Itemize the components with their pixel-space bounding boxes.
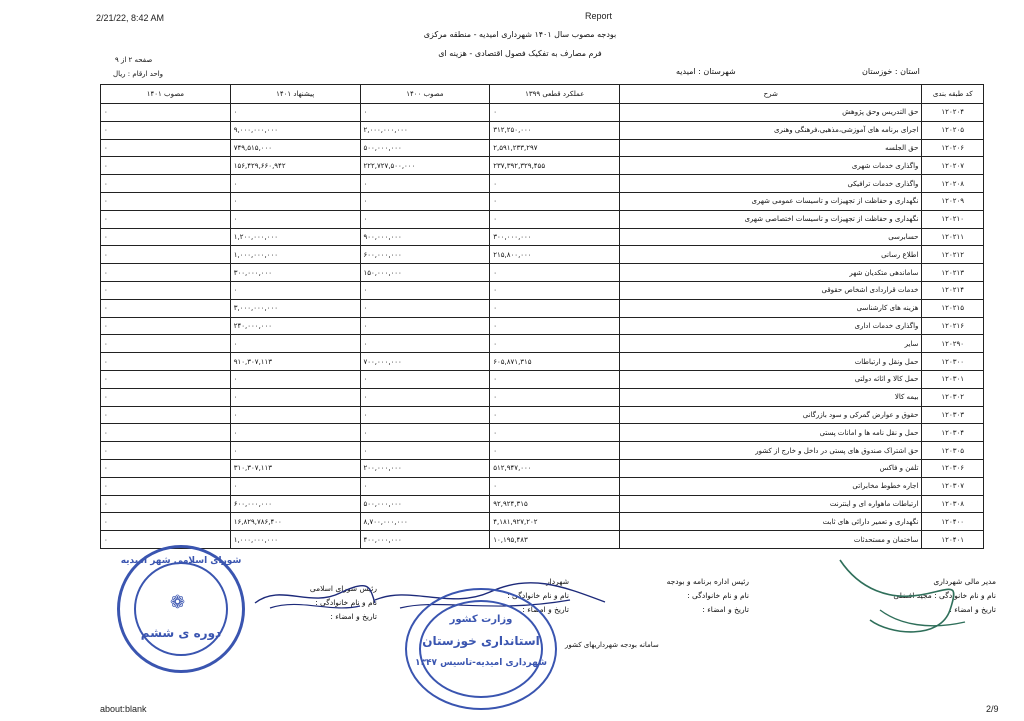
row-proposed-1401: ۹,۰۰۰,۰۰۰,۰۰۰ [230, 121, 360, 139]
row-description: واگذاری خدمات اداری [620, 317, 922, 335]
row-proposed-1401: ۷۴۹,۵۱۵,۰۰۰ [230, 139, 360, 157]
row-proposed-1401: ۳۰۰,۰۰۰,۰۰۰ [230, 264, 360, 282]
header-actual-1399: عملکرد قطعی ۱۳۹۹ [490, 85, 620, 104]
header-approved-1400: مصوب ۱۴۰۰ [360, 85, 490, 104]
row-approved-1401: ۰ [101, 139, 231, 157]
row-actual-1399: ۲,۵۹۱,۲۳۳,۲۹۷ [490, 139, 620, 157]
row-description: ساماندهی متکدیان شهر [620, 264, 922, 282]
table-row [101, 264, 984, 282]
row-proposed-1401: ۱,۲۰۰,۰۰۰,۰۰۰ [230, 228, 360, 246]
row-code: ۱۲۰۲۰۶ [922, 139, 984, 157]
row-proposed-1401: ۰ [230, 104, 360, 122]
row-proposed-1401: ۰ [230, 281, 360, 299]
finance-title: مدیر مالی شهرداری [933, 577, 996, 586]
row-approved-1401: ۰ [101, 388, 231, 406]
row-description: حق اشتراک صندوق های پستی در داخل و خارج از کشور [620, 442, 922, 460]
table-row [101, 299, 984, 317]
row-approved-1401: ۰ [101, 531, 231, 549]
row-code: ۱۲۰۲۱۳ [922, 264, 984, 282]
row-approved-1400: ۵۰۰,۰۰۰,۰۰۰ [360, 495, 490, 513]
mayor-date-line: تاریخ و امضاء : [522, 605, 569, 614]
row-description: ساختمان و مستحدثات [620, 531, 922, 549]
row-actual-1399: ۳۱۲,۲۵۰,۰۰۰ [490, 121, 620, 139]
row-code: ۱۲۰۴۰۱ [922, 531, 984, 549]
row-proposed-1401: ۱,۰۰۰,۰۰۰,۰۰۰ [230, 246, 360, 264]
row-code: ۱۲۰۴۰۰ [922, 513, 984, 531]
row-code: ۱۲۰۲۱۱ [922, 228, 984, 246]
report-title-line1: بودجه مصوب سال ۱۴۰۱ شهرداری امیدیه - منطقه مرکزی [423, 30, 617, 39]
row-description: حق التدریس وحق پژوهش [620, 104, 922, 122]
row-actual-1399: ۱۰,۱۹۵,۴۸۳ [490, 531, 620, 549]
table-row [101, 424, 984, 442]
row-code: ۱۲۰۳۰۷ [922, 477, 984, 495]
row-proposed-1401: ۳۱۰,۳۰۷,۱۱۳ [230, 459, 360, 477]
row-approved-1400: ۲۰۰,۰۰۰,۰۰۰ [360, 459, 490, 477]
row-code: ۱۲۰۲۱۶ [922, 317, 984, 335]
row-description: واگذاری خدمات شهری [620, 157, 922, 175]
row-description: نگهداری و حفاظت از تجهیزات و تاسیسات عمومی شهری [620, 192, 922, 210]
finance-name: مجید افضلی [893, 591, 932, 600]
table-row [101, 246, 984, 264]
row-description: سایر [620, 335, 922, 353]
row-approved-1401: ۰ [101, 335, 231, 353]
row-approved-1401: ۰ [101, 192, 231, 210]
row-description: اطلاع رسانی [620, 246, 922, 264]
print-page-counter: 2/9 [986, 704, 999, 714]
row-approved-1400: ۰ [360, 104, 490, 122]
row-description: بیمه کالا [620, 388, 922, 406]
row-approved-1401: ۰ [101, 442, 231, 460]
table-row [101, 192, 984, 210]
row-description: اجاره خطوط مخابراتی [620, 477, 922, 495]
row-approved-1401: ۰ [101, 157, 231, 175]
row-approved-1400: ۰ [360, 317, 490, 335]
row-approved-1400: ۰ [360, 370, 490, 388]
table-row [101, 228, 984, 246]
row-approved-1401: ۰ [101, 299, 231, 317]
row-actual-1399: ۰ [490, 281, 620, 299]
row-description: هزینه های کارشناسی [620, 299, 922, 317]
row-proposed-1401: ۰ [230, 335, 360, 353]
row-approved-1401: ۰ [101, 477, 231, 495]
row-code: ۱۲۰۳۰۲ [922, 388, 984, 406]
row-approved-1400: ۲,۰۰۰,۰۰۰,۰۰۰ [360, 121, 490, 139]
row-approved-1401: ۰ [101, 353, 231, 371]
finance-date-line: تاریخ و امضاء : [949, 605, 996, 614]
row-code: ۱۲۰۲۱۲ [922, 246, 984, 264]
row-actual-1399: ۹۲,۹۲۴,۳۱۵ [490, 495, 620, 513]
row-description: حمل ونقل و ارتباطات [620, 353, 922, 371]
row-description: ارتباطات ماهواره ای و اینترنت [620, 495, 922, 513]
finance-signature-scribble [830, 550, 970, 640]
row-description: تلفن و فاکس [620, 459, 922, 477]
table-row [101, 370, 984, 388]
row-description: خدمات قراردادی اشخاص حقوقی [620, 281, 922, 299]
header-code: کد طبقه بندی [922, 85, 984, 104]
row-code: ۱۲۰۲۹۰ [922, 335, 984, 353]
row-actual-1399: ۰ [490, 388, 620, 406]
row-proposed-1401: ۱,۰۰۰,۰۰۰,۰۰۰ [230, 531, 360, 549]
mayor-name-line: نام و نام خانوادگی : [507, 591, 569, 600]
table-row [101, 459, 984, 477]
table-row [101, 406, 984, 424]
row-approved-1401: ۰ [101, 228, 231, 246]
row-proposed-1401: ۰ [230, 477, 360, 495]
row-proposed-1401: ۰ [230, 192, 360, 210]
row-approved-1400: ۰ [360, 442, 490, 460]
row-description: حسابرسی [620, 228, 922, 246]
row-description: حمل و نقل نامه ها و امانات پستی [620, 424, 922, 442]
row-actual-1399: ۰ [490, 442, 620, 460]
row-approved-1401: ۰ [101, 121, 231, 139]
row-actual-1399: ۰ [490, 210, 620, 228]
header-desc: شرح [620, 85, 922, 104]
governor-stamp-top: وزارت کشور [449, 614, 513, 625]
row-approved-1401: ۰ [101, 513, 231, 531]
row-actual-1399: ۰ [490, 104, 620, 122]
row-approved-1401: ۰ [101, 317, 231, 335]
row-proposed-1401: ۹۱۰,۳۰۷,۱۱۳ [230, 353, 360, 371]
system-name: سامانه بودجه شهرداریهای کشور [565, 641, 659, 649]
province-label: استان : خوزستان [862, 67, 920, 76]
row-approved-1400: ۰ [360, 477, 490, 495]
row-actual-1399: ۰ [490, 424, 620, 442]
row-approved-1400: ۷۰۰,۰۰۰,۰۰۰ [360, 353, 490, 371]
table-row [101, 442, 984, 460]
council-stamp [117, 545, 245, 673]
table-row [101, 353, 984, 371]
print-url: about:blank [100, 704, 147, 714]
row-approved-1401: ۰ [101, 210, 231, 228]
mayor-title: شهردار [546, 577, 569, 586]
row-code: ۱۲۰۲۰۴ [922, 104, 984, 122]
row-approved-1400: ۸,۷۰۰,۰۰۰,۰۰۰ [360, 513, 490, 531]
row-actual-1399: ۰ [490, 299, 620, 317]
row-actual-1399: ۶۰۵,۸۷۱,۳۱۵ [490, 353, 620, 371]
row-actual-1399: ۰ [490, 264, 620, 282]
print-datetime: 2/21/22, 8:42 AM [96, 13, 165, 23]
row-proposed-1401: ۰ [230, 424, 360, 442]
emblem-icon: ❁ [170, 592, 186, 613]
row-proposed-1401: ۰ [230, 388, 360, 406]
row-approved-1400: ۰ [360, 192, 490, 210]
row-description: نگهداری و تعمیر دارائی های ثابت [620, 513, 922, 531]
budget-title: رئیس اداره برنامه و بودجه [666, 577, 749, 586]
row-approved-1400: ۰ [360, 406, 490, 424]
row-approved-1400: ۰ [360, 388, 490, 406]
table-row [101, 317, 984, 335]
table-header-row [101, 85, 984, 104]
row-code: ۱۲۰۳۰۰ [922, 353, 984, 371]
row-code: ۱۲۰۲۰۹ [922, 192, 984, 210]
row-approved-1400: ۰ [360, 175, 490, 193]
table-row [101, 335, 984, 353]
row-code: ۱۲۰۲۰۵ [922, 121, 984, 139]
row-approved-1400: ۶۰۰,۰۰۰,۰۰۰ [360, 246, 490, 264]
row-approved-1400: ۰ [360, 299, 490, 317]
row-actual-1399: ۰ [490, 175, 620, 193]
row-approved-1401: ۰ [101, 459, 231, 477]
table-row [101, 513, 984, 531]
row-approved-1401: ۰ [101, 104, 231, 122]
report-title-line2: فرم مصارف به تفکیک فصول اقتصادی - هزینه ای [438, 49, 602, 58]
row-proposed-1401: ۱۵۶,۴۲۹,۶۶۰,۹۴۲ [230, 157, 360, 175]
row-proposed-1401: ۳,۰۰۰,۰۰۰,۰۰۰ [230, 299, 360, 317]
finance-name-line: نام و نام خانوادگی : مجید افضلی [893, 591, 996, 600]
row-approved-1400: ۱۵۰,۰۰۰,۰۰۰ [360, 264, 490, 282]
table-row [101, 139, 984, 157]
governor-stamp-mid: استانداری خوزستان [422, 634, 540, 648]
row-proposed-1401: ۰ [230, 406, 360, 424]
row-code: ۱۲۰۲۰۸ [922, 175, 984, 193]
budget-name-line: نام و نام خانوادگی : [687, 591, 749, 600]
row-actual-1399: ۰ [490, 317, 620, 335]
row-code: ۱۲۰۳۰۳ [922, 406, 984, 424]
budget-date-line: تاریخ و امضاء : [702, 605, 749, 614]
row-proposed-1401: ۲۴۰,۰۰۰,۰۰۰ [230, 317, 360, 335]
row-proposed-1401: ۰ [230, 175, 360, 193]
row-approved-1400: ۵۰۰,۰۰۰,۰۰۰ [360, 139, 490, 157]
row-actual-1399: ۲۳۷,۳۹۲,۳۲۹,۴۵۵ [490, 157, 620, 175]
row-description: حقوق و عوارض گمرکی و سود بازرگانی [620, 406, 922, 424]
row-actual-1399: ۵۱۲,۹۴۷,۰۰۰ [490, 459, 620, 477]
row-approved-1400: ۲۲۲,۷۲۷,۵۰۰,۰۰۰ [360, 157, 490, 175]
row-approved-1401: ۰ [101, 175, 231, 193]
row-approved-1400: ۴۰۰,۰۰۰,۰۰۰ [360, 531, 490, 549]
row-approved-1401: ۰ [101, 281, 231, 299]
signature-budget-head [629, 575, 749, 617]
table-row [101, 477, 984, 495]
governor-stamp [405, 588, 557, 710]
council-name-line: نام و نام خانوادگی : [315, 598, 377, 607]
row-approved-1400: ۰ [360, 281, 490, 299]
table-row [101, 104, 984, 122]
row-proposed-1401: ۰ [230, 442, 360, 460]
table-row [101, 175, 984, 193]
row-proposed-1401: ۶۰۰,۰۰۰,۰۰۰ [230, 495, 360, 513]
governor-stamp-bottom: شهرداری امیدیه-تاسیس ۱۳۴۷ [415, 658, 547, 668]
row-actual-1399: ۰ [490, 335, 620, 353]
county-label: شهرستان : امیدیه [676, 67, 736, 76]
row-actual-1399: ۰ [490, 370, 620, 388]
table-row [101, 388, 984, 406]
row-approved-1400: ۰ [360, 335, 490, 353]
row-code: ۱۲۰۳۰۴ [922, 424, 984, 442]
row-actual-1399: ۴,۱۸۱,۹۲۷,۲۰۲ [490, 513, 620, 531]
table-row [101, 495, 984, 513]
row-actual-1399: ۳۰۰,۰۰۰,۰۰۰ [490, 228, 620, 246]
council-title: رئیس شورای اسلامی [309, 584, 377, 593]
row-code: ۱۲۰۳۰۱ [922, 370, 984, 388]
row-code: ۱۲۰۲۰۷ [922, 157, 984, 175]
council-signature-scribble [250, 578, 380, 618]
row-description: نگهداری و حفاظت از تجهیزات و تاسیسات اختصاصی شهری [620, 210, 922, 228]
row-code: ۱۲۰۲۱۵ [922, 299, 984, 317]
council-date-line: تاریخ و امضاء : [330, 612, 377, 621]
row-code: ۱۲۰۳۰۸ [922, 495, 984, 513]
table-row [101, 281, 984, 299]
print-title: Report [585, 11, 613, 21]
row-code: ۱۲۰۲۱۰ [922, 210, 984, 228]
header-approved-1401: مصوب ۱۴۰۱ [101, 85, 231, 104]
page-of-label: صفحه ۲ از ۹ [115, 56, 153, 64]
row-description: حمل کالا و اثاثه دولتی [620, 370, 922, 388]
table-row [101, 121, 984, 139]
budget-table [100, 84, 984, 549]
row-code: ۱۲۰۲۱۴ [922, 281, 984, 299]
header-proposed-1401: پیشنهاد ۱۴۰۱ [230, 85, 360, 104]
row-approved-1400: ۰ [360, 424, 490, 442]
row-description: واگذاری خدمات ترافیکی [620, 175, 922, 193]
row-approved-1400: ۹۰۰,۰۰۰,۰۰۰ [360, 228, 490, 246]
row-actual-1399: ۲۱۵,۸۰۰,۰۰۰ [490, 246, 620, 264]
table-row [101, 157, 984, 175]
row-code: ۱۲۰۳۰۵ [922, 442, 984, 460]
row-approved-1401: ۰ [101, 495, 231, 513]
unit-label: واحد ارقام : ریال [113, 70, 164, 78]
row-approved-1401: ۰ [101, 370, 231, 388]
table-row [101, 531, 984, 549]
row-description: اجرای برنامه های آموزشی،مذهبی،فرهنگی وهنری [620, 121, 922, 139]
row-approved-1401: ۰ [101, 246, 231, 264]
council-stamp-top: شورای اسلامی شهر امیدیه [120, 556, 242, 566]
row-proposed-1401: ۱۶,۸۲۹,۷۸۶,۴۰۰ [230, 513, 360, 531]
row-approved-1400: ۰ [360, 210, 490, 228]
row-approved-1401: ۰ [101, 264, 231, 282]
row-proposed-1401: ۰ [230, 210, 360, 228]
row-actual-1399: ۰ [490, 477, 620, 495]
row-description: حق الجلسه [620, 139, 922, 157]
row-proposed-1401: ۰ [230, 370, 360, 388]
row-actual-1399: ۰ [490, 406, 620, 424]
row-actual-1399: ۰ [490, 192, 620, 210]
table-row [101, 210, 984, 228]
row-code: ۱۲۰۳۰۶ [922, 459, 984, 477]
row-approved-1401: ۰ [101, 406, 231, 424]
council-stamp-bottom: دوره ی ششم [140, 626, 222, 640]
row-approved-1401: ۰ [101, 424, 231, 442]
